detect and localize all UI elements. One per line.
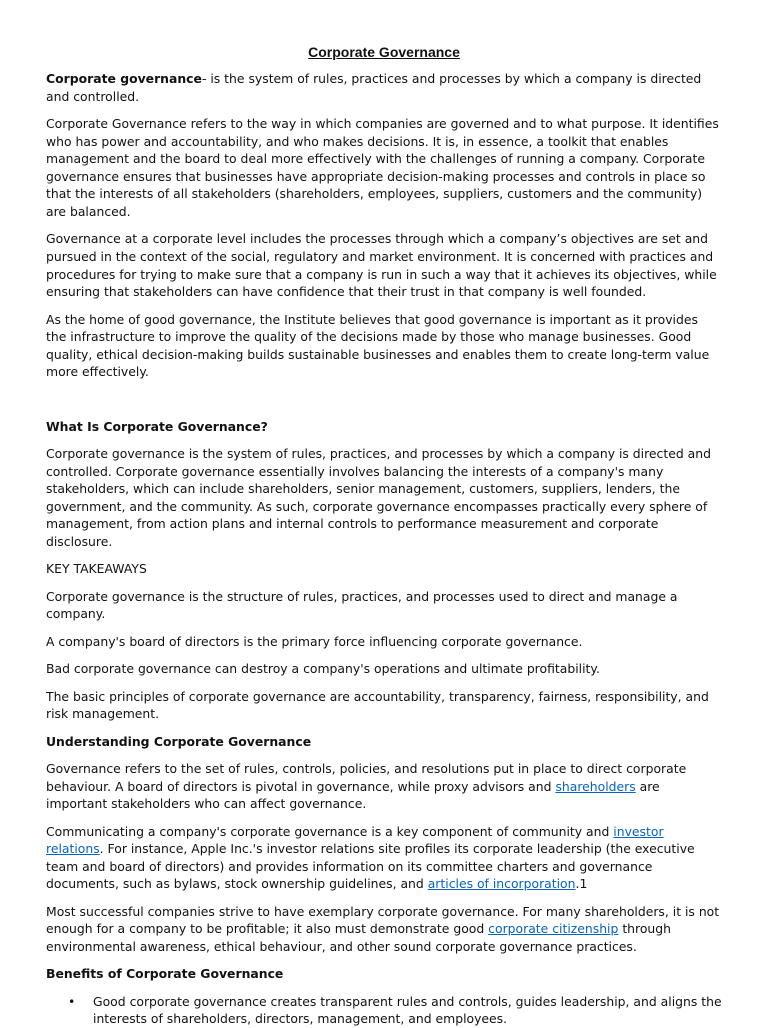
takeaway-item: Corporate governance is the structure of rules, practices, and processes used to direct and manage a company. [46,588,678,622]
investor-relations-link[interactable]: investor relations [46,823,664,857]
text-run: Governance refers to the set of rules, controls, policies, and resolutions put in place to direct corporate behaviour. A board of directors is pivotal in governance, while proxy advisors and [46,760,687,794]
text-run: through environmental awareness, ethical behaviour, and other sound corporate governance practices. [46,921,671,954]
text-run: Most successful companies strive to have exemplary corporate governance. For many shareholders, it is not enough for a company to be profitable; it also must demonstrate good [46,903,720,937]
document-page [46,40,722,1028]
heading-understanding: Understanding Corporate Governance [46,733,312,749]
list-item [46,993,722,1028]
paragraph-understanding-2 [46,823,722,893]
text-run: are important stakeholders who can affect governance. [46,778,660,812]
heading-benefits: Benefits of Corporate Governance [46,966,284,982]
intro-paragraph [46,70,722,105]
paragraph-corporate-level: Governance at a corporate level includes the processes through which a company’s objectives are set and pursued in the context of the social, regulatory and market environment. It is concerned with practices and procedures for trying to make sure that a company is run in such a way that it achieves its objectives, while ensuring that stakeholders can have confidence that their trust in that company is well founded. [46,231,717,300]
intro-term: Corporate governance [46,71,202,86]
paragraph-understanding-3 [46,903,722,956]
page-title: Corporate Governance [308,44,460,60]
list-item-text: Good corporate governance creates transparent rules and controls, guides leadership, and aligns the interests of shareholders, directors, management, and employees. [93,993,722,1027]
corporate-citizenship-link[interactable]: corporate citizenship [488,921,619,937]
key-takeaways-label: KEY TAKEAWAYS [46,561,147,577]
paragraph-governance-definition: Corporate Governance refers to the way in which companies are governed and to what purpose. It identifies who has power and accountability, and who makes decisions. It is, in essence, a toolkit that enables management and the board to deal more effectively with the challenges of running a company. Corporate governance ensures that businesses have appropriate decision-making processes and controls in place so that the interests of all stakeholders (shareholders, employees, suppliers, customers and the community) are balanced. [46,115,719,219]
takeaway-item: The basic principles of corporate governance are accountability, transparency, fairness, responsibility, and risk management. [46,688,709,722]
benefits-list [46,993,722,1028]
text-run: .1 [575,876,588,892]
shareholders-link[interactable]: shareholders [555,778,636,794]
takeaway-item: A company's board of directors is the primary force influencing corporate governance. [46,633,583,649]
paragraph-institute: As the home of good governance, the Institute believes that good governance is important as it provides the infrastructure to improve the quality of the decisions made by those who manage businesses. Good quality, ethical decision-making builds sustainable businesses and enables them to create long-term value more effectively. [46,311,710,380]
intro-definition: - is the system of rules, practices and processes by which a company is directed and controlled. [46,71,702,104]
blank-line [46,391,722,418]
text-run: . For instance, Apple Inc.'s investor relations site profiles its corporate leadership (the executive team and board of directors) and provides information on its committee charters and governance documents, such as bylaws, stock ownership guidelines, and [46,841,695,892]
heading-what-is: What Is Corporate Governance? [46,418,268,434]
paragraph-what-is: Corporate governance is the system of rules, practices, and processes by which a company is directed and controlled. Corporate governance essentially involves balancing the interests of a company's many stakeholders, which can include shareholders, senior management, customers, suppliers, lenders, the government, and the community. As such, corporate governance encompasses practically every sphere of management, from action plans and internal controls to performance measurement and corporate disclosure. [46,446,711,550]
text-run: Communicating a company's corporate governance is a key component of community and [46,823,614,839]
paragraph-understanding-1 [46,760,722,813]
takeaway-item: Bad corporate governance can destroy a company's operations and ultimate profitability. [46,661,600,677]
bullet-icon: • [68,993,76,1009]
articles-of-incorporation-link[interactable]: articles of incorporation [427,876,576,892]
